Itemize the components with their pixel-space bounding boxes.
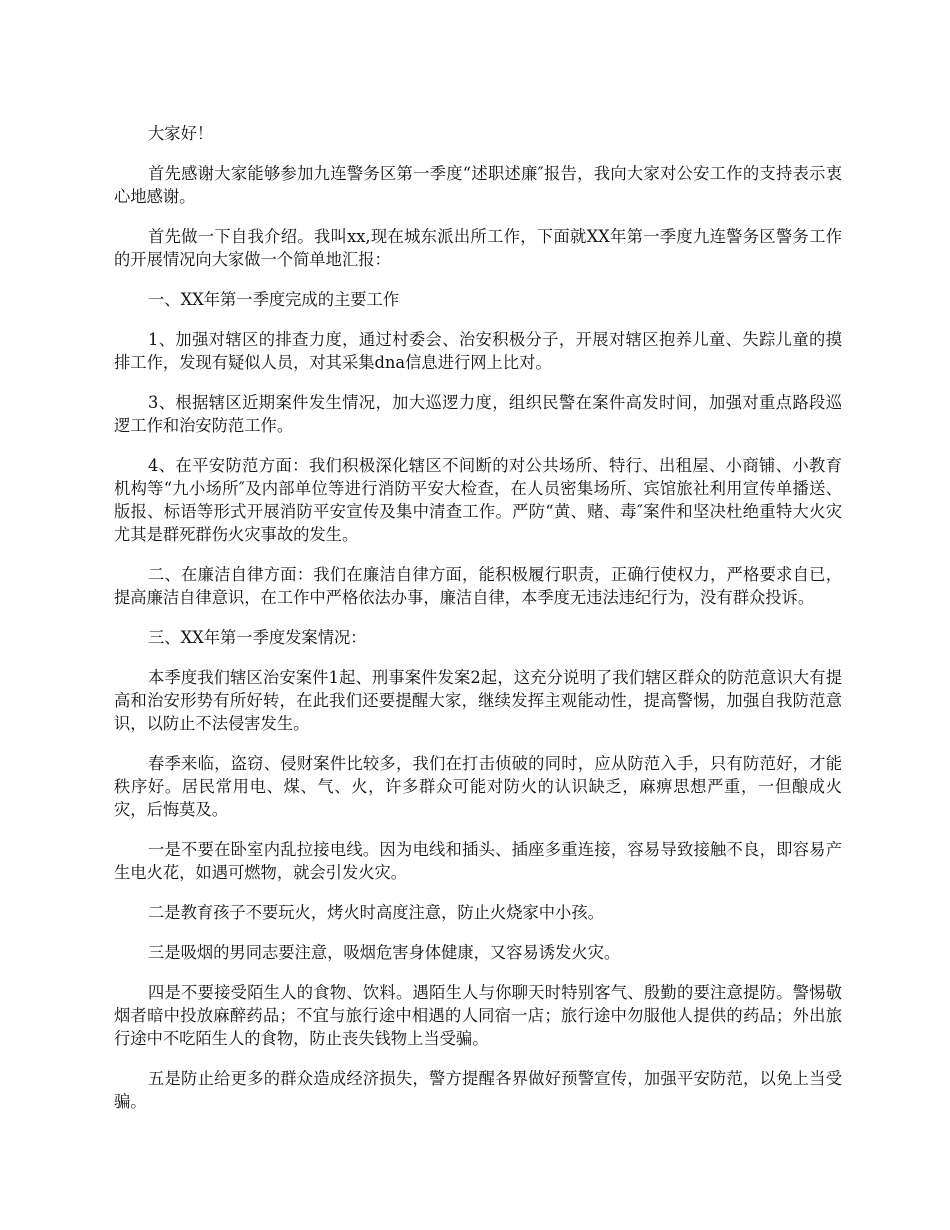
document-body xyxy=(114,122,842,1130)
spring-safety-paragraph: 春季来临，盗窃、侵财案件比较多，我们在打击侦破的同时，应从防范入手，只有防范好，才能秩序好。居民常用电、煤、气、火，许多群众可能对防火的认识缺乏，麻痹思想严重，一但酿成火灾，后悔莫及。 xyxy=(114,754,842,819)
section-heading-main-work: 一、XX年第一季度完成的主要工作 xyxy=(148,290,400,309)
tip-4-paragraph: 四是不要接受陌生人的食物、饮料。遇陌生人与你聊天时特别客气、殷勤的要注意提防。警惕敬烟者暗中投放麻醉药品；不宜与旅行途中相遇的人同宿一店；旅行途中勿服他人提供的药品；外出旅行途中不吃陌生人的食物，防止丧失钱物上当受骗。 xyxy=(114,983,842,1048)
tip-2-paragraph: 二是教育孩子不要玩火，烤火时高度注意，防止火烧家中小孩。 xyxy=(148,903,604,922)
tip-5-paragraph: 五是防止给更多的群众造成经济损失，警方提醒各界做好预警宣传，加强平安防范，以免上当受骗。 xyxy=(114,1069,842,1111)
work-item-4-paragraph: 4、在平安防范方面：我们积极深化辖区不间断的对公共场所、特行、出租屋、小商铺、小教育机构等“九小场所″及内部单位等进行消防平安大检查，在人员密集场所、宾馆旅社利用宣传单播送、版报、标语等形式开展消防平安宣传及集中清查工作。严防“黄、赌、毒″案件和坚决杜绝重特大火灾尤其是群死群伤火灾事故的发生。 xyxy=(114,456,842,544)
work-item-1-paragraph: 1、加强对辖区的排查力度，通过村委会、治安积极分子，开展对辖区抱养儿童、失踪儿童的摸排工作，发现有疑似人员，对其采集dna信息进行网上比对。 xyxy=(114,330,842,372)
greeting-paragraph: 大家好！ xyxy=(148,124,214,143)
work-item-3-paragraph: 3、根据辖区近期案件发生情况，加大巡逻力度，组织民警在案件高发时间，加强对重点路段巡逻工作和治安防范工作。 xyxy=(114,393,842,435)
section-heading-cases: 三、XX年第一季度发案情况： xyxy=(148,628,367,647)
cases-summary-paragraph: 本季度我们辖区治安案件1起、刑事案件发案2起，这充分说明了我们辖区群众的防范意识大有提高和治安形势有所好转，在此我们还要提醒大家，继续发挥主观能动性，提高警惕，加强自我防范意识，以防止不法侵害发生。 xyxy=(114,668,842,733)
tip-1-paragraph: 一是不要在卧室内乱拉接电线。因为电线和插头、插座多重连接，容易导致接触不良，即容易产生电火花，如遇可燃物，就会引发火灾。 xyxy=(114,840,842,882)
thanks-paragraph: 首先感谢大家能够参加九连警务区第一季度“述职述廉″报告，我向大家对公安工作的支持表示衷心地感谢。 xyxy=(114,164,842,206)
section-integrity-paragraph: 二、在廉洁自律方面：我们在廉洁自律方面，能积极履行职责，正确行使权力，严格要求自已，提高廉洁自律意识，在工作中严格依法办事，廉洁自律，本季度无违法违纪行为，没有群众投诉。 xyxy=(114,565,842,607)
self-intro-paragraph: 首先做一下自我介绍。我叫xx,现在城东派出所工作，下面就XX年第一季度九连警务区警务工作的开展情况向大家做一个简单地汇报： xyxy=(114,227,842,269)
tip-3-paragraph: 三是吸烟的男同志要注意，吸烟危害身体健康，又容易诱发火灾。 xyxy=(148,943,621,962)
